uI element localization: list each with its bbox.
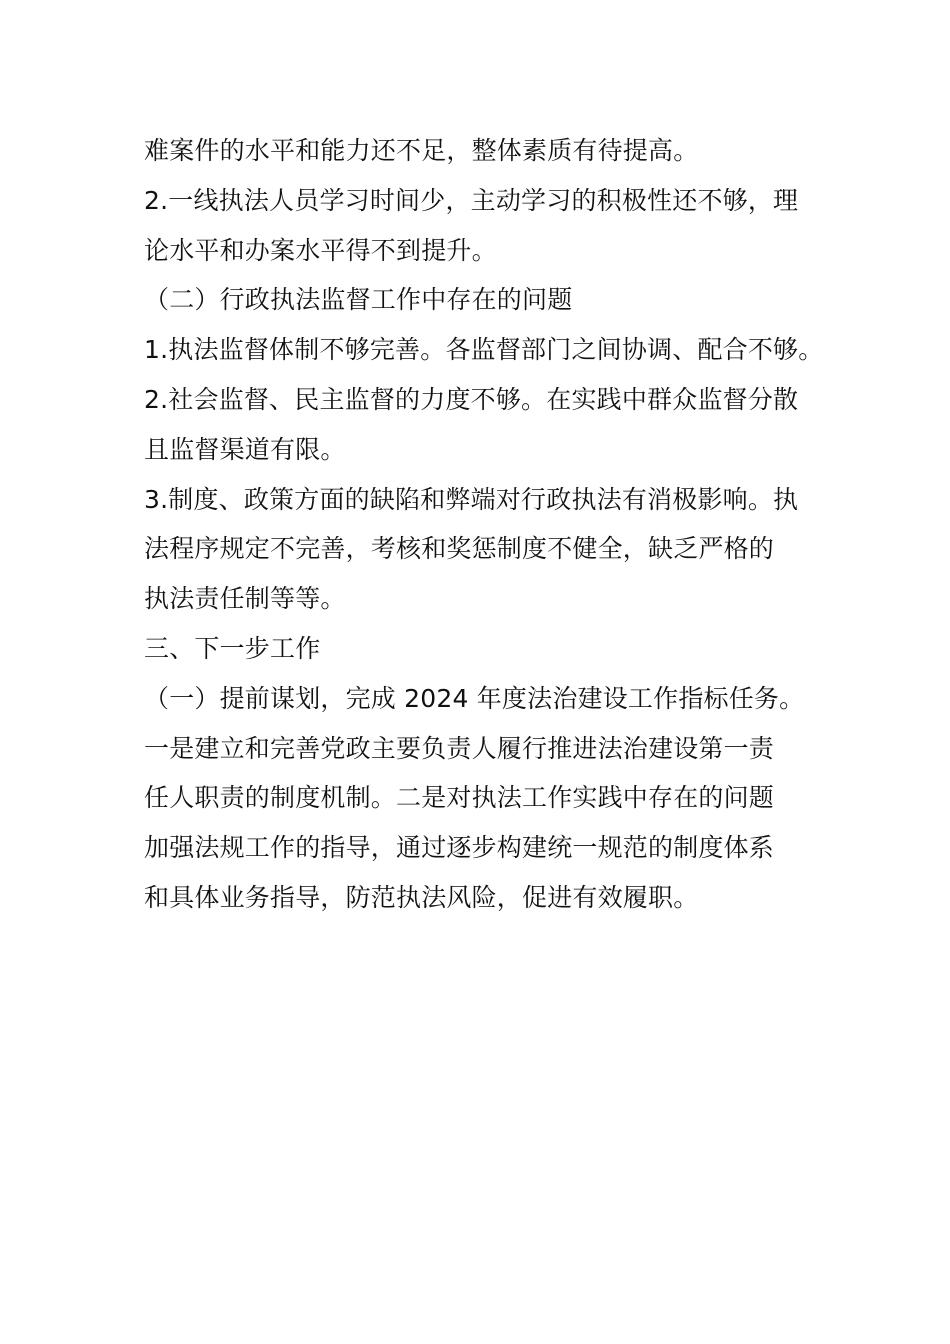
text-line-3: 论水平和办案水平得不到提升。	[144, 235, 497, 265]
subsection-heading-1: （一）提前谋划，完成 2024 年度法治建设工作指标任务。	[144, 683, 805, 713]
text-line-8: 3.制度、政策方面的缺陷和弊端对行政执法有消极影响。执	[144, 484, 799, 514]
text-line-7: 且监督渠道有限。	[144, 434, 346, 464]
text-line-6: 2.社会监督、民主监督的力度不够。在实践中群众监督分散	[144, 384, 799, 414]
text-line-9: 法程序规定不完善，考核和奖惩制度不健全，缺乏严格的	[144, 534, 775, 564]
text-line-1: 难案件的水平和能力还不足，整体素质有待提高。	[144, 136, 699, 165]
text-line-15: 加强法规工作的指导，通过逐步构建统一规范的制度体系	[144, 833, 775, 863]
text-line-10: 执法责任制等等。	[144, 584, 346, 614]
text-line-2: 2.一线执法人员学习时间少，主动学习的积极性还不够，理	[144, 185, 799, 215]
text-line-5: 1.执法监督体制不够完善。各监督部门之间协调、配合不够。	[144, 335, 824, 365]
body-text	[144, 126, 824, 923]
section-heading-3: 三、下一步工作	[144, 633, 321, 663]
section-heading-2: （二）行政执法监督工作中存在的问题	[144, 285, 573, 315]
text-line-13: 一是建立和完善党政主要负责人履行推进法治建设第一责	[144, 733, 775, 763]
text-line-14: 任人职责的制度机制。二是对执法工作实践中存在的问题	[144, 783, 775, 813]
text-line-16: 和具体业务指导，防范执法风险，促进有效履职。	[144, 882, 699, 912]
